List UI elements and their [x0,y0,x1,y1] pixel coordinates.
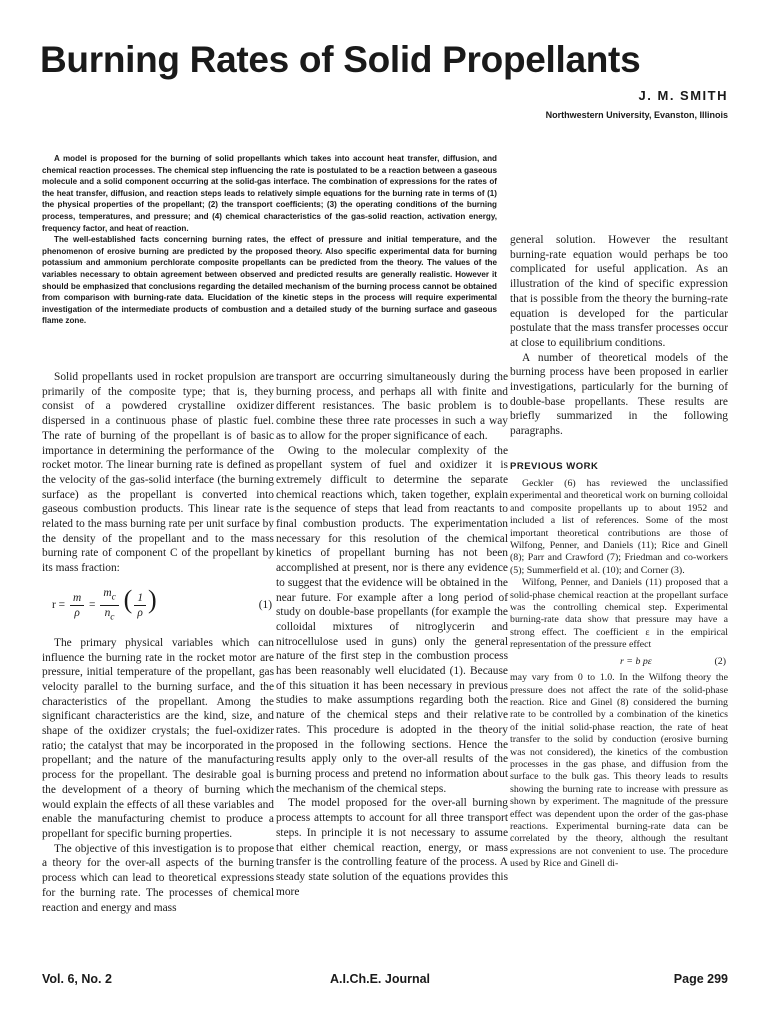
footer-page-number: Page 299 [673,972,728,986]
body-paragraph: Wilfong, Penner, and Daniels (11) proposed that a solid-phase chemical reaction at the propellant surface was the controlling chemical step. Experimental burning-rate data show that pressure may have a strong effect. The coefficient ε in the empirical representation of the pressure effect [510,577,728,651]
numerator-symbol: m [103,587,112,600]
equation-body: r = b pε [620,655,652,667]
body-paragraph: transport are occurring simultaneously during the burning process, and perhaps all with finite and different resistances. The basic problem is to combine these three rate processes in such a way as to allow for the proper significance of each. [276,371,508,442]
fraction-denominator: ρ [74,607,80,620]
body-paragraph: may vary from 0 to 1.0. In the Wilfong theory the pressure does not affect the rate of the solid-phase reaction. Rice and Ginel (8) considered the burning rate to be controlled by a combination of the kinetics of the initial solid-phase reaction, the rate of heat transfer to the solid by conduction (erosive burning was not considered), the kinetics of the combustion processes in the gas phase, and diffusion from the surface to the bulk gas. This theory leads to results showing the burning rate to increase with pressure as shown by experiment. The magnitude of the pressure effect was dependent upon the order of the gas-phase reactions. Experimental burning-rate data can be correlated by the theory, although the resultant expressions are not convenient to use. The procedure used by Rice and Ginell di- [510,672,728,870]
abstract-paragraph: The well-established facts concerning burning rates, the effect of pressure and initial temperature, and the phenomenon of erosive burning are predicted by the proposed theory. Also specific experimental data for burning potassium and ammonium perchlorate composite propellants can be predicted from the theory. The values of the variables necessary to obtain agreement between observed and predicted results are generally realistic. However it should be emphasized that conclusions regarding the detailed mechanism of the burning process cannot be obtained from comparison with burning-rate data. Elucidation of the kinetic steps in the process will require experimental investigation of the intermediate products of combustion and a detailed study of the burning surface and gaseous flame zone. [42,235,497,326]
abstract [42,153,497,327]
body-paragraph: Geckler (6) has reviewed the unclassified experimental and theoretical work on burning colloidal and composite propellants up to about 1952 and included a list of references. Some of the most important theoretical contributions are those of Wilfong, Penner, and Daniels (11); Rice and Ginell (8); Parr and Crawford (7); Friedman and co-workers (5); Summerfield et al. (10); and Corner (3). [510,478,728,576]
fraction [70,591,84,621]
numerator-subscript: c [111,592,116,603]
footer-journal: A.I.Ch.E. Journal [330,972,431,986]
equation-2 [510,652,728,672]
close-paren: ) [148,585,157,615]
open-paren: ( [123,585,133,615]
equation-1 [42,576,274,636]
footer-volume: Vol. 6, No. 2 [42,972,112,986]
author-name: J. M. SMITH [638,88,728,103]
body-column-3 [510,478,728,871]
equation-body [52,586,157,625]
section-heading: PREVIOUS WORK [510,461,599,472]
body-paragraph: The model proposed for the over-all burning process attempts to account for all three transport steps. In principle it is not necessary to assume that either chemical reaction, energy, or mass transfer is the controlling feature of the process. A steady state solution of the equations provides this more [276,797,508,898]
equation-number: (1) [258,599,272,612]
equation-lhs: r = [52,599,66,612]
equals-sign: = [89,599,96,612]
abstract-paragraph: A model is proposed for the burning of solid propellants which takes into account heat transfer, diffusion, and chemical reaction processes. The chemical step influencing the rate is postulated to be a reaction between a gaseous molecule and a solid component occurring at the solid-gas interface. The combination of expressions for the rates of the heat transfer, diffusion, and reaction steps leads to relatively simple equations for the burning rate in terms of (1) the physical properties of the propellant; (2) the transport coefficients; (3) the operating conditions of the burning process, temperatures, and pressure; and (4) chemical characteristics of the gas-solid reaction, activation energy, frequency factor, and heat of reaction. [42,154,497,233]
fraction-denominator [102,606,118,625]
article-title: Burning Rates of Solid Propellants [40,39,641,80]
denominator-symbol: n [104,607,111,620]
body-column-1 [42,370,274,915]
body-paragraph: The primary physical variables which can influence the burning rate in the rocket motor are pressure, initial temperature of the propellant, gas velocity parallel to the burning surface, and the characteristics of the propellant. Among the significant characteristics are the kind, size, and shape of the oxidizer crystals; the fuel-oxidizer ratio; the catalyst that may be incorporated in the propellant; and the nature of the manufacturing process for the propellant. The desirable goal is the development of a theory of burning which would explain the effects of all these variables and enable the manufacturing chemist to produce a propellant for specific burning properties. [42,636,274,840]
fraction-numerator: 1 [134,591,146,607]
fraction [134,591,146,621]
body-column-2 [276,370,508,899]
fraction-numerator [100,586,118,606]
body-column-3-top [510,233,728,439]
body-paragraph: Owing to the molecular complexity of the propellant system of fuel and oxidizer it is extremely difficult to determine the separate chemical reactions which, taken together, explain the sequence of steps that lead from reactants to final combustion products. The experimentation necessary for this resolution of the chemical kinetics of propellant burning has not been accomplished at present, nor is there any evidence to suggest that the evidence will be obtained in the near future. For example after a long period of study on double-base propellants (for example the colloidal mixtures of nitroglycerin and nitrocellulose used in guns) only the general nature of the first step in the combustion process has been reasonably well elucidated (1). Because of this situation it has been necessary in previous studies to make assumptions regarding both the nature of the chemical steps and their relative rates. This procedure is adopted in the theory proposed in the following sections. Hence the results apply only to the over-all results of the burning process and pretend no information about the mechanism of the chemical steps. [276,444,508,795]
author-affiliation: Northwestern University, Evanston, Illinois [545,110,728,120]
equation-number: (2) [714,655,726,667]
fraction-denominator: ρ [137,607,143,620]
body-paragraph: general solution. However the resultant burning-rate equation would perhaps be too complicated for useful application. As an illustration of the kind of specific expression that is possible from the theory the burning-rate equation is developed for the particular postulate that the mass transfer processes occur at close to equilibrium conditions. [510,234,728,349]
body-paragraph: A number of theoretical models of the burning process have been proposed in earlier investigations, particularly for the burning of double-base propellants. These results are briefly summarized in the following paragraphs. [510,351,728,438]
fraction-numerator: m [70,591,84,607]
fraction [100,586,118,625]
body-paragraph: Solid propellants used in rocket propulsion are primarily of the composite type; that is, they consist of a powdered crystalline oxidizer dispersed in a continuous phase of plastic fuel. The rate of burning of the propellant is of basic importance in determining the performance of the rocket motor. The linear burning rate is defined as the velocity of the gas-solid interface (the burning surface) as the propellant is converted into gaseous combustion products. This linear rate is related to the mass burning rate per unit surface by the density of the propellant and to the mass burning rate of component C of the propellant by its mass fraction: [42,371,274,575]
denominator-subscript: c [110,612,115,623]
body-paragraph: The objective of this investigation is to propose a theory for the over-all aspects of the burning process which can lead to theoretical expressions for the burning rate. The processes of chemical reaction and energy and mass [42,842,274,914]
